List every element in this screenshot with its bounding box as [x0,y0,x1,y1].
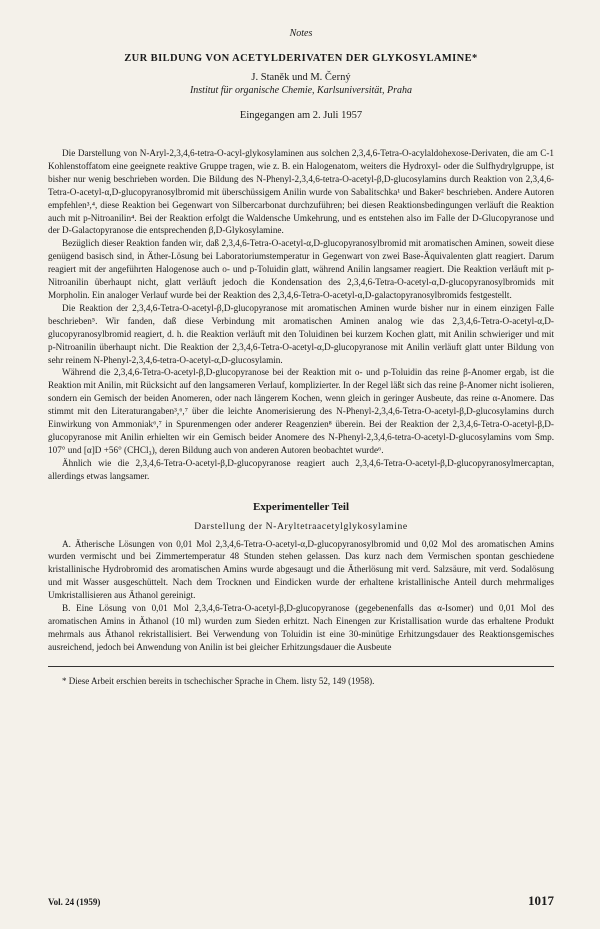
volume-label: Vol. 24 (1959) [48,897,101,907]
intro-section [48,147,554,483]
body-paragraph: Die Darstellung von N-Aryl-2,3,4,6-tetra-O-acyl-glykosylaminen aus solchen 2,3,4,6-Tetra-O-acylaldohexose-Derivaten, die am C-1 Kohlenstoffatom eine geeignete reaktive Gruppe tragen, wie z. B. ein Halogenatom, weiters die Hydroxyl- oder die Sulfhydrylgruppe, ist bisher nur wenig beschrieben worden. Die Bildung des N-Phenyl-2,3,4,6-tetra-O-acetyl-β,D-glucosylamins durch Reaktion von 2,3,4,6-Tetra-O-acetyl-α,D-glucopyranosylbromid mit überschüssigem Anilin wurde von Sabalitschka¹ und Baker² beschrieben. Andere Autoren empfehlen³,⁴, diese Reaktion bei Gegenwart von Silbercarbonat durchzuführen; bei diesen Reaktionsbedingungen verläuft die Reaktion auch mit p-Nitroanilin⁴. Bei der Reaktion erfolgt die Waldensche Umkehrung, und es entstehen also im Falle der D-Glucopyranose und der D-Galactopyranose die entsprechenden β,D-Glykosylamine. [48,148,554,236]
footnote: * Diese Arbeit erschien bereits in tschechischer Sprache in Chem. listy 52, 149 (1958). [62,675,375,686]
footnote-divider [48,666,554,667]
body-paragraph: Ähnlich wie die 2,3,4,6-Tetra-O-acetyl-β,D-glucopyranose reagiert auch 2,3,4,6-Tetra-O-acetyl-β,D-glucopyranosylmercaptan, allerdings etwas langsamer. [48,457,554,481]
page-number: 1017 [528,893,554,908]
article-institute: Institut für organische Chemie, Karlsuniversität, Praha [189,85,413,96]
section-heading: Experimenteller Teil [252,500,350,513]
body-paragraph: Bezüglich dieser Reaktion fanden wir, daß 2,3,4,6-Tetra-O-acetyl-α,D-glucopyranosylbromid mit aromatischen Aminen, soweit diese genügend basisch sind, in Äther-Lösung bei Laboratoriumstemperatur in Gegenwart von zwei Base-Äquivalenten glatt reagiert. Darum reagiert mit der angeführten Halogenose auch o- und p-Toluidin glatt, während Anilin langsamer reagiert. Die Reaktion verläuft mit p-Nitroanilin überhaupt nicht, glatt verläuft jedoch die Kondensation des 2,3,4,6-Tetra-O-acetyl-α,D-glucopyranosylbromids mit Morpholin. Ein analoger Verlauf wurde bei der Reaktion des 2,3,4,6-Tetra-O-acetyl-α,D-galactopyranosylbromids festgestellt. [48,238,554,300]
subsection-heading: Darstellung der N-Aryltetraacetylglykosylamine [194,520,408,532]
experimental-section [48,538,554,654]
page-footer [48,893,554,909]
article-authors: J. Staněk und M. Černý [251,72,351,83]
article-title: ZUR BILDUNG VON ACETYLDERIVATEN DER GLYKOSYLAMINE* [124,53,478,64]
body-paragraph: Während die 2,3,4,6-Tetra-O-acetyl-β,D-glucopyranose bei der Reaktion mit o- und p-Toluidin das reine β-Anomer ergab, ist die Reaktion mit Anilin, mit Rücksicht auf den langsameren Verlauf, komplizierter. In der Regel läßt sich das reine β-Anomer nicht isolieren, sondern ein Gemisch der beiden Anomeren, oder nach längerem Kochen, wenn gleich in geringer Ausbeute, das reine α-Anomere. Das stimmt mit den Literaturangaben³,⁶,⁷ über die leichte Anomerisierung des N-Phenyl-2,3,4,6-Tetra-O-acetyl-β,D-glucosylamins durch Einwirkung von Ammoniak⁶,⁷ in Spurenmengen oder anderer Reagenzien⁸ überein. Bei der Reaktion der 2,3,4,6-Tetra-O-acetyl-β,D-glucopyranose mit Anilin erhielten wir ein Gemisch beider Anomere des N-Phenyl-2,3,4,6-tetra-O-acetyl-D-glucosylamins vom Smp. 107° und [α]D +56° (CHCl₃), deren Bildung auch von anderen Autoren beobachtet wurde⁶. [48,367,554,455]
body-paragraph: A. Ätherische Lösungen von 0,01 Mol 2,3,4,6-Tetra-O-acetyl-α,D-glucopyranosylbromid und 0,02 Mol des aromatischen Amins wurden vermischt und bei Zimmertemperatur 48 Stunden stehen gelassen. Das kurz nach dem Vermischen spontan geschiedene kristallinische Hydrobromid des aromatischen Amins wurde abgesaugt und die Ätherlösung mit verd. Salzsäure, mit verd. Sodalösung und mit Wasser ausgeschüttelt. Nach dem Trocknen und Eindicken wurde der erhaltene kristallinische Anteil durch mehrmaliges Umkristallisieren aus Äthanol gereinigt. [48,538,554,601]
body-paragraph: Die Reaktion der 2,3,4,6-Tetra-O-acetyl-β,D-glucopyranose mit aromatischen Aminen wurde bisher nur in einem einzigen Falle beschrieben⁵. Wir fanden, daß diese Verbindung mit aromatischen Aminen analog wie das 2,3,4,6-Tetra-O-acetyl-α,D-glucopyranosylbromid reagiert, d. h. die Reaktion verläuft mit den Toluidinen bei kurzem Kochen glatt, mit Anilin schwieriger und mit p-Nitroanilin überhaupt nicht. Die Reaktion der 2,3,4,6-Tetra-O-acetyl-α,D-glucopyranose mit Anilin verläuft glatt unter Bildung von sehr reinem N-Phenyl-2,3,4,6-tetra-O-acetyl-α,D-glucosylamin. [48,302,554,365]
received-date: Eingegangen am 2. Juli 1957 [239,110,363,121]
body-paragraph: B. Eine Lösung von 0,01 Mol 2,3,4,6-Tetra-O-acetyl-β,D-glucopyranose (gegebenenfalls das α-Isomer) und 0,01 Mol des aromatischen Amins in Äthanol (10 ml) wurden zum Sieden erhitzt. Nach Einengen zur Kristallisation wurde das erhaltene Produkt mehrmals aus Äthanol rekristallisiert. Bei Verwendung von Toluidin ist eine 30-minütige Erhitzungsdauer des Reaktionsgemisches ausreichend, jedoch bei Anwendung von Anilin ist bei gleicher Erhitzungsdauer die Ausbeute [48,603,554,652]
running-head: Notes [289,28,313,39]
